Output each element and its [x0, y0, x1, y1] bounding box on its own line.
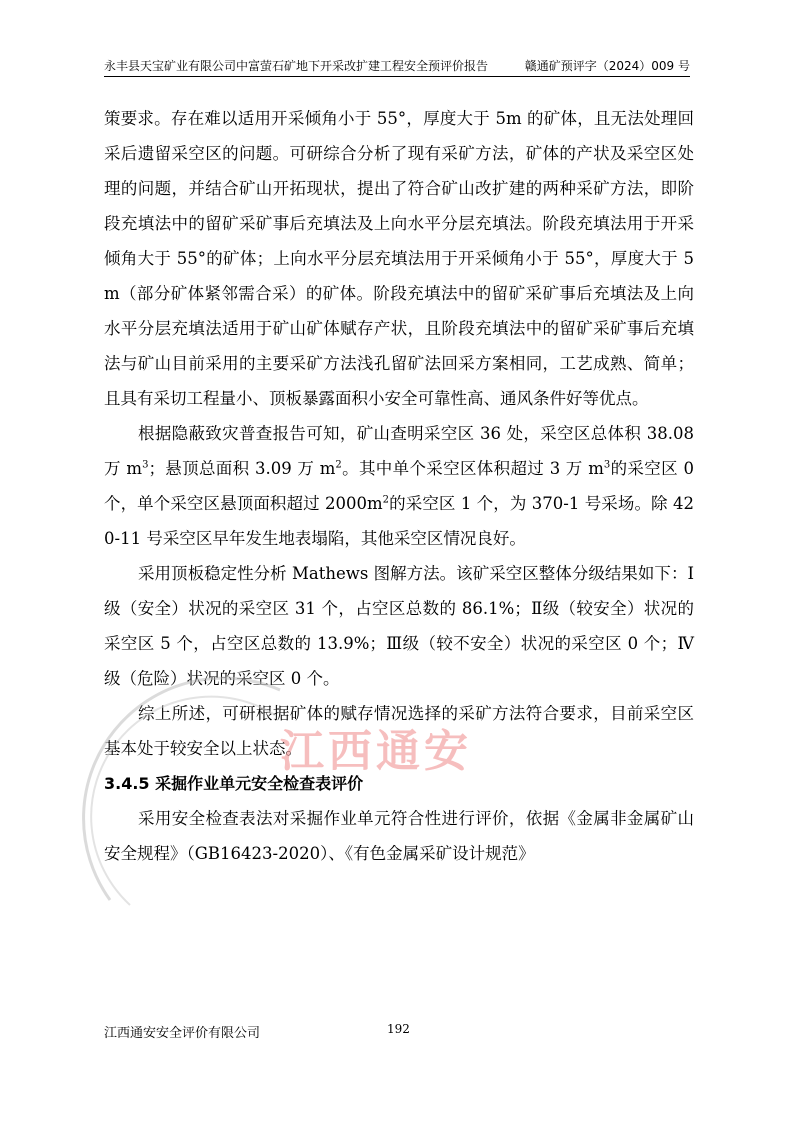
superscript-2: 2 [382, 494, 390, 506]
goaf-text-4: 的采空区 0 个，单个采空区悬顶面积超过 2000m [104, 459, 694, 513]
paragraph-mining-method: 策要求。存在难以适用开采倾角小于 55°，厚度大于 5m 的矿体，且无法处理回采后遗留采空区的问题。可研综合分析了现有采矿方法，矿体的产状及采空区处理的问题，并结合矿山开拓现状，提出了符合矿山改扩建的两种采矿方法，即阶段充填法中的留矿采矿事后充填法及上向水平分层充填法。阶段充填法用于开采倾角大于 55°的矿体；上向水平分层充填法用于开采倾角小于 55°，厚度大于 5m（部分矿体紧邻需合采）的矿体。阶段充填法中的留矿采矿事后充填法及上向水平分层充填法适用于矿山矿体赋存产状，且阶段充填法中的留矿采矿事后充填法与矿山目前采用的主要采矿方法浅孔留矿法回采方案相同，工艺成熟、简单；且具有采切工程量小、顶板暴露面积小安全可靠性高、通风条件好等优点。 [104, 109, 694, 408]
page-number: 192 [387, 1022, 410, 1036]
paragraph-goaf-survey [104, 416, 694, 556]
goaf-text-3: 。其中单个采空区体积超过 3 万 m [341, 459, 604, 478]
superscript-2: 2 [335, 459, 342, 471]
report-number: 赣通矿预评字（2024）009 号 [524, 59, 690, 73]
superscript-3: 3 [142, 459, 149, 471]
paragraph-mathews-analysis: 采用顶板稳定性分析 Mathews 图解方法。该矿采空区整体分级结果如下：Ⅰ级（安全）状况的采空区 31 个，占空区总数的 86.1%；Ⅱ级（较安全）状况的采空区 5 个，占空区总数的 13.9%；Ⅲ级（较不安全）状况的采空区 0 个；Ⅳ级（危险）状况的采空区 0 个。 [104, 564, 694, 688]
goaf-text-1: 根据隐蔽致灾普查报告可知，矿山查明采空区 36 处，采空区总体积 38.08 万 m [104, 424, 694, 478]
superscript-3: 3 [603, 459, 611, 471]
goaf-text-5: 的采空区 1 个，为 370-1 号采场。除 420-11 号采空区早年发生地表塌陷，其他采空区情况良好。 [104, 494, 694, 548]
paragraph-conclusion: 综上所述，可研根据矿体的赋存情况选择的采矿方法符合要求，目前采空区基本处于较安全以上状态。 [104, 704, 694, 758]
goaf-text-2: ；悬顶总面积 3.09 万 m [148, 459, 336, 478]
section-heading: 3.4.5 采掘作业单元安全检查表评价 [104, 774, 364, 793]
page-body [104, 101, 694, 871]
report-title: 永丰县天宝矿业有限公司中富萤石矿地下开采改扩建工程安全预评价报告 [104, 59, 489, 73]
page-footer [104, 1022, 690, 1042]
header-divider [104, 76, 690, 77]
page-header [104, 55, 690, 75]
paragraph-checklist: 采用安全检查表法对采掘作业单元符合性进行评价，依据《金属非金属矿山安全规程》（GB16423-2020）、《有色金属采矿设计规范》 [104, 809, 694, 863]
company-watermark: 江西通安 [280, 726, 472, 777]
footer-company: 江西通安安全评价有限公司 [104, 1026, 261, 1041]
